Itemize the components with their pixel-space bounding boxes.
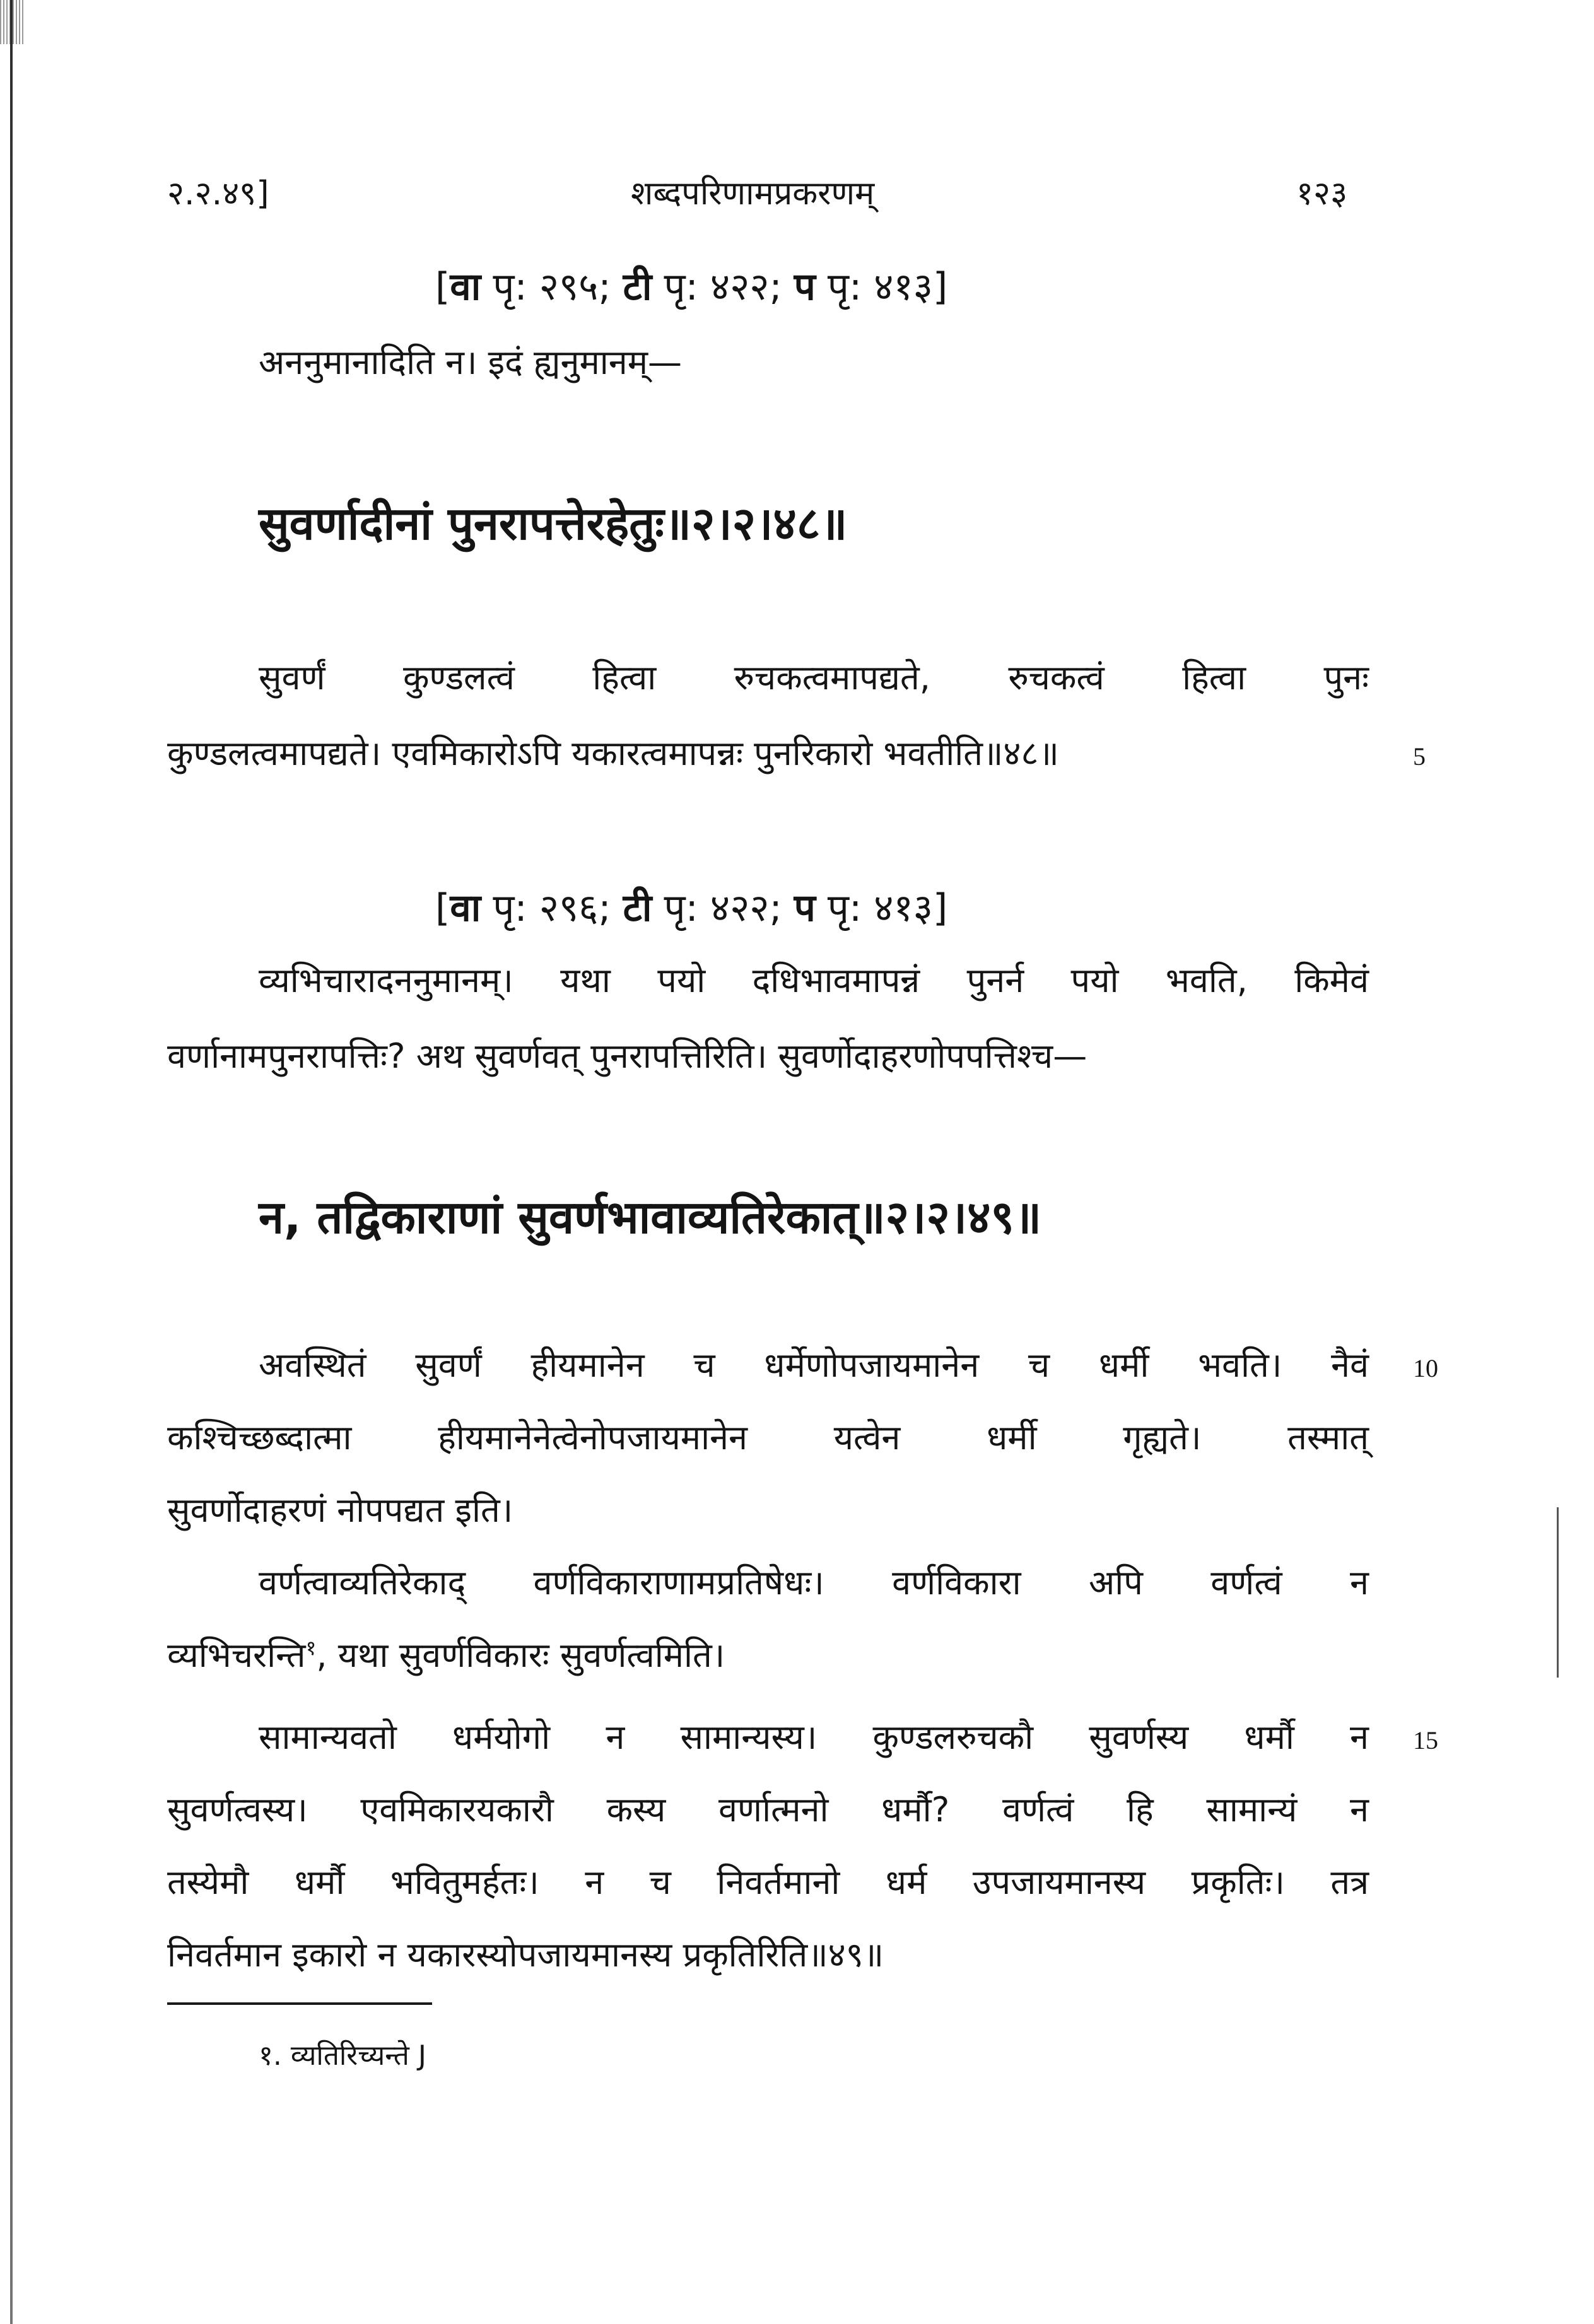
source-reference-2 [435,883,947,933]
ref-va-page: पृ: २९५; [481,265,623,309]
commentary-49-p3-line-2: सुवर्णत्वस्य। एवमिकारयकारौ कस्य वर्णात्मनो धर्मौ? वर्णत्वं हि सामान्यं न [167,1790,1369,1830]
ref-pa-page: पृ: ४१३] [815,265,948,309]
line-number-15: 15 [1413,1726,1438,1755]
footnote-separator [167,2002,432,2005]
intro-text-1: अननुमानादिति न। इदं ह्यनुमानम्— [259,342,682,382]
commentary-49-p3-line-4: निवर्तमान इकारो न यकारस्योपजायमानस्य प्रकृतिरिति॥४९॥ [167,1935,884,1975]
scan-speckle [0,0,25,44]
ref-pa-page: पृ: ४१३] [815,886,948,930]
commentary-48-line-1: सुवर्णं कुण्डलत्वं हित्वा रुचकत्वमापद्यते, रुचकत्वं हित्वा पुनः [259,658,1369,698]
ref-va: वा [450,265,481,309]
ref-pa: प [794,265,816,309]
scan-binding-line [10,0,13,2324]
commentary-49-p2-line-2 [167,1630,1369,1681]
scan-left-edge [0,0,25,2324]
commentary-49-p2-word: व्यभिचरन्ति [167,1635,306,1675]
commentary-49-p1-line-3: सुवर्णोदाहरणं नोपपद्यत इति। [167,1490,513,1530]
commentary-49-p3-line-3: तस्येमौ धर्मौ भवितुमर्हतः। न च निवर्तमानो धर्म उपजायमानस्य प्रकृतिः। तत्र [167,1862,1369,1902]
commentary-49-p2-line-1: वर्णत्वाव्यतिरेकाद् वर्णविकाराणामप्रतिषेधः। वर्णविकारा अपि वर्णत्वं न [259,1563,1369,1603]
commentary-49-p2-rest: , यथा सुवर्णविकारः सुवर्णत्वमिति। [316,1635,725,1675]
ref-va: वा [450,886,481,930]
line-number-5: 5 [1413,742,1426,771]
sutra-2-2-48: सुवर्णादीनां पुनरापत्तेरहेतुः॥२।२।४८॥ [259,497,848,550]
running-header-title: शब्दपरिणामप्रकरणम् [631,175,875,213]
commentary-49-p3-line-1: सामान्यवतो धर्मयोगो न सामान्यस्य। कुण्डलरुचकौ सुवर्णस्य धर्मौ न [259,1717,1369,1757]
ref-ti: टी [623,886,652,930]
ref-open: [ [435,886,450,930]
ref-pa: प [794,886,816,930]
ref-ti: टी [623,265,652,309]
ref-va-page: पृ: २९६; [481,886,623,930]
ref-ti-page: पृ: ४२२; [652,265,794,309]
sutra-2-2-49: न, तद्विकाराणां सुवर्णभावाव्यतिरेकात्॥२।२।४९॥ [259,1191,1042,1244]
line-number-10: 10 [1413,1354,1438,1382]
running-header-verse-ref: २.२.४९] [167,175,269,213]
footnote-1: १. व्यतिरिच्यन्ते J [259,2040,426,2072]
ref-ti-page: पृ: ४२२; [652,886,794,930]
commentary-49-p1-line-1: अवस्थितं सुवर्णं हीयमानेन च धर्मेणोपजायमानेन च धर्मी भवति। नैवं [259,1345,1369,1385]
intro-text-2-line-1: व्यभिचारादननुमानम्। यथा पयो दधिभावमापन्नं पुनर्न पयो भवति, किमेवं [259,961,1369,1000]
footnote-marker: १ [305,1636,317,1660]
commentary-48-line-2: कुण्डलत्वमापद्यते। एवमिकारोऽपि यकारत्वमापन्नः पुनरिकारो भवतीति॥४८॥ [167,733,1059,773]
ref-open: [ [435,265,450,309]
source-reference-1 [435,262,947,312]
commentary-49-p1-line-2: कश्चिच्छब्दात्मा हीयमानेनेत्वेनोपजायमानेन यत्वेन धर्मी गृह्यते। तस्मात् [167,1418,1369,1457]
scan-right-mark [1557,1507,1559,1678]
page-number: १२३ [1296,175,1348,213]
intro-text-2-line-2: वर्णानामपुनरापत्तिः? अथ सुवर्णवत् पुनरापत्तिरिति। सुवर्णोदाहरणोपपत्तिश्च— [167,1036,1087,1076]
